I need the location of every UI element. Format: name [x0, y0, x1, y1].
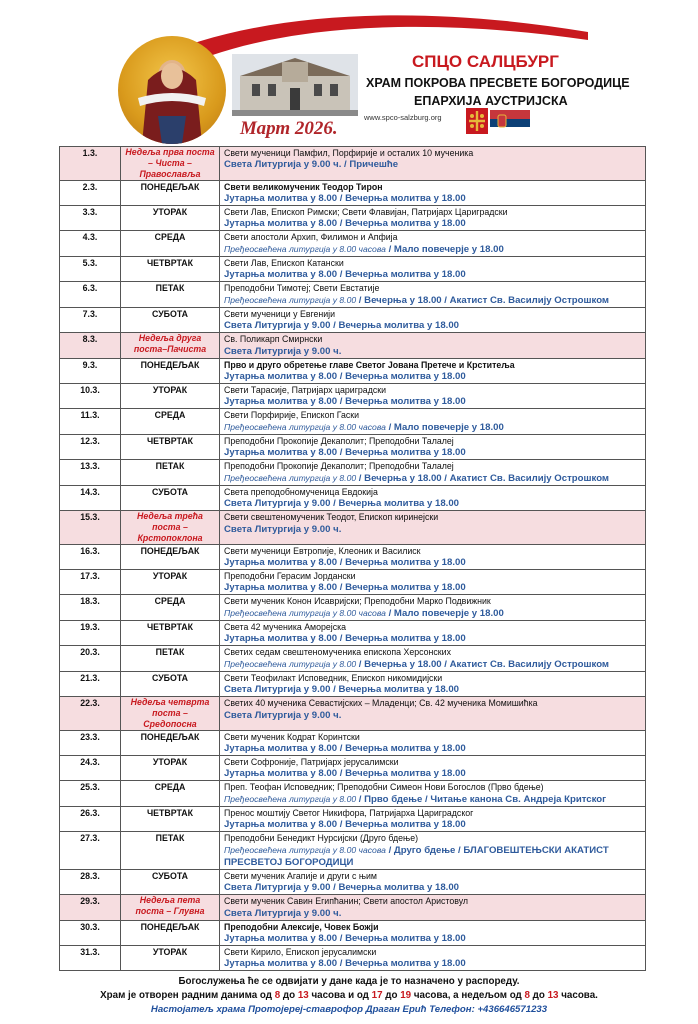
saint-commemoration: Преподобни Герасим Јордански: [224, 571, 356, 581]
hours-text: часова.: [558, 990, 598, 1001]
presanctified-liturgy: Пређеосвећена литургија у 8.00: [224, 295, 357, 305]
schedule-row: [60, 545, 646, 570]
row-date: 19.3.: [60, 621, 121, 646]
row-day: ЧЕТВРТАК: [121, 435, 220, 460]
service-text: Јутарња молитва у 8.00 / Вечерња молитва у 18.00: [224, 447, 466, 458]
hour-value: 17: [371, 990, 383, 1001]
row-details: [220, 460, 646, 486]
schedule-row: [60, 282, 646, 308]
row-day: ПЕТАК: [121, 646, 220, 672]
schedule-row: [60, 147, 646, 181]
row-day: ПЕТАК: [121, 460, 220, 486]
hours-text: часова и од: [308, 990, 372, 1001]
hour-value: 8: [274, 990, 281, 1001]
row-details: [220, 486, 646, 511]
service-text: Јутарња молитва у 8.00 / Вечерња молитва у 18.00: [224, 768, 466, 779]
row-day: Недеља прва поста – Чиста – Православља: [121, 147, 220, 181]
service-text: / Друго бдење / БЛАГОВЕШТЕЊСКИ АКАТИСТ ПРЕСВЕТОЈ БОГОРОДИЦИ: [224, 845, 609, 868]
presanctified-liturgy: Пређеосвећена литургија у 8.00 часова: [224, 244, 386, 254]
hour-value: 13: [297, 990, 309, 1001]
schedule-row: [60, 570, 646, 595]
saint-commemoration: Светих седам свештеномученика епископа Херсонских: [224, 647, 451, 657]
service-text: Јутарња молитва у 8.00 / Вечерња молитва у 18.00: [224, 371, 466, 382]
row-details: [220, 511, 646, 545]
row-day: СРЕДА: [121, 595, 220, 621]
row-date: 18.3.: [60, 595, 121, 621]
service-times: [224, 684, 641, 696]
service-times: [224, 218, 641, 230]
row-date: 9.3.: [60, 359, 121, 384]
service-text: / Прво бдење / Читање канона Св. Андреја Критског: [356, 794, 607, 805]
service-text: Јутарња молитва у 8.00 / Вечерња молитва у 18.00: [224, 396, 466, 407]
service-text: Јутарња молитва у 8.00 / Вечерња молитва у 18.00: [224, 557, 466, 568]
row-details: [220, 921, 646, 946]
row-day: Недеља трећа поста – Крстопоклона: [121, 511, 220, 545]
saint-commemoration: Свети мученици у Евгенији: [224, 309, 336, 319]
row-day: Недеља друга поста–Пачиста: [121, 333, 220, 359]
saint-commemoration: Света 42 мученика Аморејска: [224, 622, 347, 632]
saint-commemoration: Свети свештеномученик Теодот, Епископ киринејски: [224, 512, 439, 522]
row-day: ПОНЕДЕЉАК: [121, 181, 220, 206]
saint-commemoration: Преподобни Тимотеј; Свети Евстатије: [224, 283, 380, 293]
schedule-row: [60, 807, 646, 832]
row-details: [220, 807, 646, 832]
row-details: [220, 206, 646, 231]
saint-commemoration: Преподобни Прокопије Декаполит; Преподобни Талалеј: [224, 461, 454, 471]
row-day: СРЕДА: [121, 409, 220, 435]
schedule-row: [60, 511, 646, 545]
row-date: 13.3.: [60, 460, 121, 486]
schedule-row: [60, 756, 646, 781]
service-text: Јутарња молитва у 8.00 / Вечерња молитва у 18.00: [224, 958, 466, 969]
row-date: 26.3.: [60, 807, 121, 832]
saint-commemoration: Свети Кирило, Епископ јерусалимски: [224, 947, 377, 957]
service-times: [224, 523, 641, 536]
row-day: ЧЕТВРТАК: [121, 621, 220, 646]
church-photo: [232, 54, 358, 116]
row-details: [220, 384, 646, 409]
hours-text: до: [280, 990, 298, 1001]
row-details: [220, 870, 646, 895]
hour-value: 19: [400, 990, 412, 1001]
schedule-row: [60, 621, 646, 646]
saint-commemoration: Преподобни Алексије, Човек Божји: [224, 922, 379, 932]
schedule-row: [60, 333, 646, 359]
row-day: СУБОТА: [121, 672, 220, 697]
parish-title: СПЦО САЛЦБУРГ: [412, 52, 559, 71]
service-text: / Мало повечерје у 18.00: [385, 422, 504, 433]
website-link[interactable]: www.spco-salzburg.org: [364, 113, 442, 122]
row-details: [220, 672, 646, 697]
saint-commemoration: Светих 40 мученика Севастијских – Младенци; Св. 42 мученика Момишићка: [224, 698, 538, 708]
schedule-row: [60, 460, 646, 486]
service-times: [224, 582, 641, 594]
service-text: Јутарња молитва у 8.00 / Вечерња молитва у 18.00: [224, 582, 466, 593]
service-times: [224, 159, 641, 171]
saint-commemoration: Свети Порфирије, Епископ Гаски: [224, 410, 360, 420]
service-times: [224, 294, 641, 307]
schedule-row: [60, 781, 646, 807]
row-date: 27.3.: [60, 832, 121, 870]
row-day: УТОРАК: [121, 570, 220, 595]
service-text: Јутарња молитва у 8.00 / Вечерња молитва у 18.00: [224, 269, 466, 280]
hour-value: 13: [547, 990, 559, 1001]
hours-text: часова, а недељом од: [411, 990, 525, 1001]
row-details: [220, 832, 646, 870]
schedule-row: [60, 181, 646, 206]
row-day: ПОНЕДЕЉАК: [121, 731, 220, 756]
service-text: / Мало повечерје у 18.00: [385, 244, 504, 255]
row-date: 24.3.: [60, 756, 121, 781]
service-text: Јутарња молитва у 8.00 / Вечерња молитва у 18.00: [224, 218, 466, 229]
service-text: Света Литургија у 9.00 ч. / Причешће: [224, 159, 399, 170]
service-times: [224, 193, 641, 205]
row-day: ПЕТАК: [121, 832, 220, 870]
row-details: [220, 181, 646, 206]
row-details: [220, 435, 646, 460]
row-day: СУБОТА: [121, 870, 220, 895]
schedule-row: [60, 870, 646, 895]
service-text: Света Литургија у 9.00 ч.: [224, 908, 342, 919]
row-day: СУБОТА: [121, 486, 220, 511]
row-date: 30.3.: [60, 921, 121, 946]
service-times: [224, 447, 641, 459]
row-day: УТОРАК: [121, 384, 220, 409]
row-date: 4.3.: [60, 231, 121, 257]
row-date: 3.3.: [60, 206, 121, 231]
row-day: Недеља четврта поста – Средопосна: [121, 697, 220, 731]
row-date: 10.3.: [60, 384, 121, 409]
schedule-row: [60, 646, 646, 672]
saint-commemoration: Свети апостоли Архип, Филимон и Апфија: [224, 232, 398, 242]
schedule-row: [60, 697, 646, 731]
row-date: 21.3.: [60, 672, 121, 697]
row-details: [220, 333, 646, 359]
schedule-row: [60, 486, 646, 511]
schedule-row: [60, 257, 646, 282]
saint-commemoration: Свети мученик Савин Египћанин; Свети апостол Аристовул: [224, 896, 469, 906]
service-times: [224, 472, 641, 485]
row-details: [220, 545, 646, 570]
service-text: / Вечерња у 18.00 / Акатист Св. Василију Острошком: [356, 473, 610, 484]
row-day: ЧЕТВРТАК: [121, 257, 220, 282]
row-details: [220, 282, 646, 308]
service-times: [224, 743, 641, 755]
saint-commemoration: Свети мученици Евтропије, Клеоник и Василиск: [224, 546, 421, 556]
schedule-table: [59, 146, 646, 971]
service-times: [224, 421, 641, 434]
row-date: 20.3.: [60, 646, 121, 672]
service-text: Јутарња молитва у 8.00 / Вечерња молитва у 18.00: [224, 819, 466, 830]
schedule-row: [60, 832, 646, 870]
saint-commemoration: Свети мученик Конон Исавријски; Преподобни Марко Подвижник: [224, 596, 491, 606]
service-times: [224, 557, 641, 569]
schedule-row: [60, 731, 646, 756]
row-date: 22.3.: [60, 697, 121, 731]
presanctified-liturgy: Пређеосвећена литургија у 8.00: [224, 659, 357, 669]
row-day: УТОРАК: [121, 756, 220, 781]
hours-text: Храм је отворен радним данима од: [100, 990, 275, 1001]
row-details: [220, 409, 646, 435]
service-text: Јутарња молитва у 8.00 / Вечерња молитва у 18.00: [224, 743, 466, 754]
service-text: Света Литургија у 9.00 / Вечерња молитва у 18.00: [224, 882, 460, 893]
saint-commemoration: Свети мученици Памфил, Порфирије и осталих 10 мученика: [224, 148, 474, 158]
row-details: [220, 308, 646, 333]
service-times: [224, 844, 641, 869]
service-times: [224, 709, 641, 722]
service-times: [224, 658, 641, 671]
service-text: Света Литургија у 9.00 ч.: [224, 346, 342, 357]
service-text: / Вечерња у 18.00 / Акатист Св. Василију Острошком: [356, 295, 610, 306]
schedule-row: [60, 231, 646, 257]
row-date: 17.3.: [60, 570, 121, 595]
saint-commemoration: Преп. Теофан Исповедник; Преподобни Симеон Нови Богослов (Прво бдење): [224, 782, 544, 792]
row-date: 23.3.: [60, 731, 121, 756]
serbian-flag-icon: [490, 110, 530, 136]
presanctified-liturgy: Пређеосвећена литургија у 8.00: [224, 794, 357, 804]
saint-commemoration: Свети мученик Кодрат Коринтски: [224, 732, 360, 742]
row-day: УТОРАК: [121, 946, 220, 971]
service-times: [224, 498, 641, 510]
row-details: [220, 570, 646, 595]
service-text: / Вечерња у 18.00 / Акатист Св. Василију Острошком: [356, 659, 610, 670]
schedule-row: [60, 895, 646, 921]
saint-commemoration: Преподобни Бенедикт Нурсијски (Друго бдење): [224, 833, 419, 843]
row-date: 15.3.: [60, 511, 121, 545]
row-details: [220, 231, 646, 257]
row-date: 14.3.: [60, 486, 121, 511]
service-times: [224, 768, 641, 780]
row-date: 7.3.: [60, 308, 121, 333]
schedule-row: [60, 921, 646, 946]
schedule-row: [60, 308, 646, 333]
schedule-row: [60, 409, 646, 435]
service-text: Јутарња молитва у 8.00 / Вечерња молитва у 18.00: [224, 193, 466, 204]
schedule-row: [60, 384, 646, 409]
schedule-row: [60, 672, 646, 697]
service-text: Света Литургија у 9.00 ч.: [224, 710, 342, 721]
row-details: [220, 781, 646, 807]
schedule-row: [60, 946, 646, 971]
month-title: Март 2026.: [240, 118, 338, 139]
service-times: [224, 345, 641, 358]
row-date: 12.3.: [60, 435, 121, 460]
schedule-row: [60, 359, 646, 384]
row-day: СУБОТА: [121, 308, 220, 333]
row-details: [220, 731, 646, 756]
service-times: [224, 933, 641, 945]
row-date: 1.3.: [60, 147, 121, 181]
row-details: [220, 946, 646, 971]
footer-hours: [0, 990, 698, 1001]
schedule-row: [60, 435, 646, 460]
service-times: [224, 958, 641, 970]
row-details: [220, 621, 646, 646]
row-day: ПОНЕДЕЉАК: [121, 921, 220, 946]
church-name: ХРАМ ПОКРОВА ПРЕСВЕТЕ БОГОРОДИЦЕ: [366, 76, 630, 90]
theotokos-icon: [118, 36, 226, 144]
saint-commemoration: Пренос моштију Светог Никифора, Патријарха Цариградског: [224, 808, 474, 818]
service-times: [224, 907, 641, 920]
row-details: [220, 147, 646, 181]
page-header: [0, 0, 698, 144]
saint-commemoration: Прво и друго обретење главе Светог Јована Претече и Крститеља: [224, 360, 515, 370]
hour-value: 8: [524, 990, 530, 1001]
service-times: [224, 371, 641, 383]
row-date: 31.3.: [60, 946, 121, 971]
service-times: [224, 269, 641, 281]
row-day: СРЕДА: [121, 781, 220, 807]
row-day: ПЕТАК: [121, 282, 220, 308]
row-details: [220, 595, 646, 621]
service-text: Јутарња молитва у 8.00 / Вечерња молитва у 18.00: [224, 933, 466, 944]
row-details: [220, 359, 646, 384]
saint-commemoration: Свети мученик Агапије и други с њим: [224, 871, 377, 881]
saint-commemoration: Преподобни Прокопије Декаполит; Преподобни Талалеј: [224, 436, 454, 446]
row-date: 29.3.: [60, 895, 121, 921]
saint-commemoration: Свети Лав, Епископ Римски; Свети Флавијан, Патријарх Цариградски: [224, 207, 508, 217]
saint-commemoration: Света преподобномученица Евдокија: [224, 487, 378, 497]
row-day: ПОНЕДЕЉАК: [121, 545, 220, 570]
row-date: 16.3.: [60, 545, 121, 570]
row-day: Недеља пета поста – Глувна: [121, 895, 220, 921]
service-times: [224, 320, 641, 332]
hours-text: до: [382, 990, 401, 1001]
service-times: [224, 793, 641, 806]
saint-commemoration: Свети Теофилакт Исповедник, Епископ никомидијски: [224, 673, 443, 683]
service-times: [224, 882, 641, 894]
service-text: / Мало повечерје у 18.00: [385, 608, 504, 619]
row-day: ЧЕТВРТАК: [121, 807, 220, 832]
row-date: 11.3.: [60, 409, 121, 435]
presanctified-liturgy: Пређеосвећена литургија у 8.00 часова: [224, 845, 386, 855]
row-details: [220, 646, 646, 672]
row-day: ПОНЕДЕЉАК: [121, 359, 220, 384]
service-times: [224, 396, 641, 408]
service-text: Света Литургија у 9.00 ч.: [224, 524, 342, 535]
row-date: 5.3.: [60, 257, 121, 282]
service-times: [224, 819, 641, 831]
saint-commemoration: Свети Софроније, Патријарх јерусалимски: [224, 757, 399, 767]
service-times: [224, 607, 641, 620]
row-day: СРЕДА: [121, 231, 220, 257]
eparchy-name: ЕПАРХИЈА АУСТРИЈСКА: [414, 94, 568, 108]
row-details: [220, 697, 646, 731]
saint-commemoration: Свети Тарасије, Патријарх цариградски: [224, 385, 386, 395]
saint-commemoration: Свети великомученик Теодор Тирон: [224, 182, 383, 192]
row-day: УТОРАК: [121, 206, 220, 231]
hours-text: до: [529, 990, 548, 1001]
service-times: [224, 633, 641, 645]
row-details: [220, 895, 646, 921]
row-date: 25.3.: [60, 781, 121, 807]
presanctified-liturgy: Пређеосвећена литургија у 8.00 часова: [224, 608, 386, 618]
service-text: Света Литургија у 9.00 / Вечерња молитва у 18.00: [224, 684, 460, 695]
footer-contact: Настојатељ храма Протојереј-ставрофор Драган Ерић Телефон: +436646571233: [150, 1004, 548, 1015]
serbian-church-seal-icon: [466, 108, 488, 134]
schedule-row: [60, 595, 646, 621]
row-details: [220, 756, 646, 781]
service-text: Света Литургија у 9.00 / Вечерња молитва у 18.00: [224, 498, 460, 509]
row-date: 8.3.: [60, 333, 121, 359]
service-text: Света Литургија у 9.00 / Вечерња молитва у 18.00: [224, 320, 460, 331]
row-date: 28.3.: [60, 870, 121, 895]
footer-note: Богослужења ће се одвијати у дане када је то назначено у распореду.: [178, 976, 520, 987]
saint-commemoration: Св. Поликарп Смирнски: [224, 334, 323, 344]
saint-commemoration: Свети Лав, Епископ Катански: [224, 258, 344, 268]
presanctified-liturgy: Пређеосвећена литургија у 8.00 часова: [224, 422, 386, 432]
row-date: 6.3.: [60, 282, 121, 308]
schedule-row: [60, 206, 646, 231]
service-times: [224, 243, 641, 256]
row-details: [220, 257, 646, 282]
service-text: Јутарња молитва у 8.00 / Вечерња молитва у 18.00: [224, 633, 466, 644]
row-date: 2.3.: [60, 181, 121, 206]
presanctified-liturgy: Пређеосвећена литургија у 8.00: [224, 473, 357, 483]
